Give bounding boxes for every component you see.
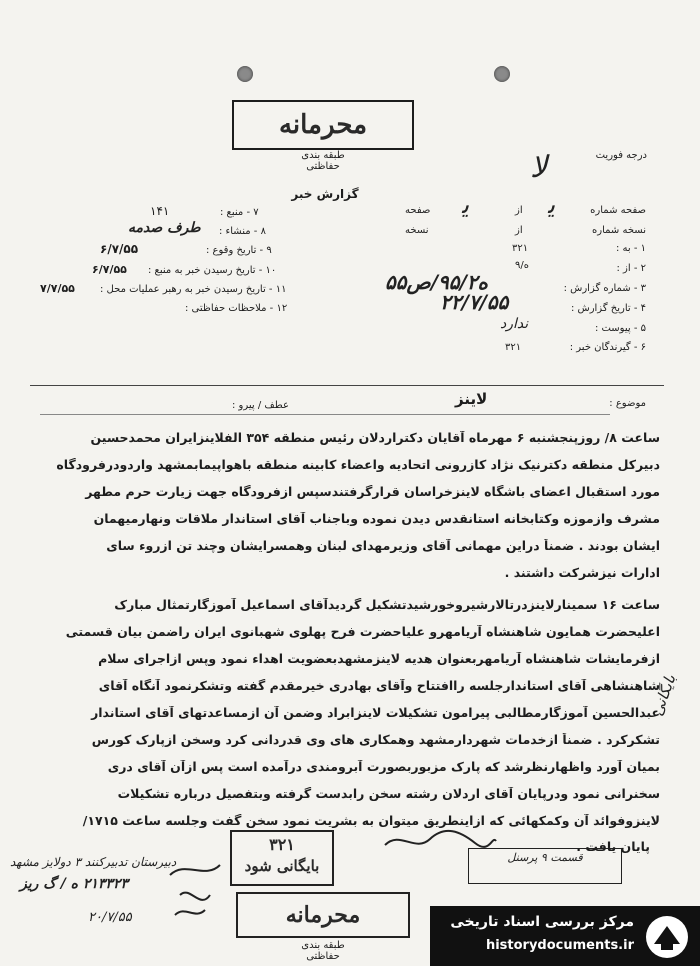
handwritten-date: ۲۰/۷/۵۵: [88, 910, 132, 925]
subject-value: لاینز: [455, 390, 488, 408]
recipients-value: ۳۲۱: [505, 342, 522, 353]
body-line: ساعت ۸/ روزپنجشنبه ۶ مهرماه آقایان دکتراردلان رئیس منطقه ۳۵۴ الفلاینزایران محمدحسین: [90, 431, 660, 445]
bottom-classification-stamp: [236, 892, 410, 938]
body-line: پایان یافت .: [576, 840, 650, 854]
urgency-label: درجه فوریت: [595, 150, 647, 161]
source-receipt-value: ۶/۷/۵۵: [92, 263, 127, 276]
copy-number-label: نسخه شماره: [592, 225, 646, 236]
report-date-label: ۴ - تاریخ گزارش :: [570, 303, 646, 314]
handwritten-note-1: دبیرستان تدبیرکنند ۳ دولایز مشهد: [10, 855, 177, 869]
origin-label: ۸ - منشاء :: [219, 226, 266, 237]
attachment-value: ندارد: [500, 316, 529, 332]
body-line: سخنرانی نمود ودرپایان آقای اردلان رشته سخن رابدست گرفته وبتفصیل درباره تشکیلات: [117, 787, 660, 801]
body-line: ایشان بودند . ضمناً دراین مهمانی آقای وزیرمهدای لبنان وهمسرایشان وچند تن ازروء سای: [106, 539, 660, 553]
bottom-classification-label: طبقه بندی حفاظتی: [301, 940, 345, 962]
page-label: صفحه: [405, 205, 431, 216]
body-line: مورد استقبال اعضای باشگاه لاینزخراسان قرارگرفتندسپس ازفرودگاه جهت زیارت حرم مطهر: [85, 485, 660, 499]
report-number-label: ۳ - شماره گزارش :: [563, 283, 646, 294]
from-label: ۲ - از :: [616, 263, 646, 274]
source-value: ۱۴۱: [150, 204, 170, 218]
recipients-label: ۶ - گیرندگان خبر :: [569, 342, 646, 353]
subject-underline: [40, 414, 610, 415]
watermark-title: مرکز بررسی اسناد تاریخی: [450, 914, 634, 930]
notes-label: ۱۲ - ملاحظات حفاظتی :: [185, 303, 288, 314]
bottom-stamp-text: محرمانه: [285, 902, 361, 928]
body-line: تشکرکرد . ضمناً ازخدمات شهردارمشهد وهمکاری های وی قدردانی کرد وسخن ازپارک کورس: [91, 733, 660, 747]
body-line: عبدالحسین آموزگارمطالبی پیرامون تشکیلات لاینزابراد وضمن آن ازمساعدتهای آقای استاندار: [91, 706, 660, 720]
hq-receipt-value: ۷/۷/۵۵: [40, 282, 75, 295]
archive-logo-icon: [644, 914, 690, 960]
top-classification-label: طبقه بندی حفاظتی: [301, 150, 345, 172]
to-value: ۳۲۱: [512, 243, 529, 254]
body-line: دبیرکل منطقه دکترنیک نژاد کازرونی اتحادیه واعضاء کابینه منطقه باهواپیمابمشهد واردودرفرودگاه: [56, 458, 660, 472]
punch-hole-right: [494, 66, 510, 82]
reference-label: عطف / پیرو :: [232, 400, 289, 411]
body-line: ساعت ۱۶ سمینارلاینزدرتالارشیروخورشیدتشکیل گردیدآقای اسماعیل آموزگارتمثال مبارک: [114, 598, 660, 612]
top-classification-stamp: [232, 100, 414, 150]
subject-label: موضوع :: [609, 398, 646, 409]
department-box-stamp: [468, 848, 622, 884]
page-number-label: صفحه شماره: [590, 205, 646, 216]
from-value: ۹/ه: [515, 260, 529, 271]
source-receipt-label: ۱۰ - تاریخ رسیدن خبر به منبع :: [148, 265, 277, 276]
body-line: اعلیحضرت همایون شاهنشاه آریامهرو علیاحضرت فرح پهلوی شهبانوی ایران راضمن بیان قسمتی: [65, 625, 660, 639]
hq-receipt-label: ۱۱ - تاریخ رسیدن خبر به رهبر عملیات محل :: [100, 284, 287, 295]
department-box-text: قسمت ۹ پرسنل: [507, 851, 583, 864]
archive-stamp: [230, 830, 334, 886]
body-line: مشرف وازموزه وکتابخانه استانقدس دیدن نموده وباجناب آقای استاندار ملاقات ونهارمیهمان: [93, 512, 660, 526]
body-line: ازفرمایشات شاهنشاه آریامهربعنوان هدیه لاینزمشهدبعضویت اهداء نمود وپس ازاجرای سلام: [98, 652, 660, 666]
top-stamp-text: محرمانه: [278, 110, 368, 140]
body-line: ادارات نیزشرکت داشتند .: [504, 566, 660, 580]
watermark-banner: [430, 906, 700, 966]
source-label: ۷ - منبع :: [220, 207, 259, 218]
body-line: شاهنشاهی آقای استاندارجلسه راافتتاح وآقای بهادری خیرمقدم گفته وتشکرنمود آنگاه آقای: [98, 679, 660, 693]
initials-scribble-icon: [160, 855, 230, 925]
archive-stamp-number: ۳۲۱: [269, 835, 295, 854]
archive-stamp-text: بایگانی شود: [244, 857, 320, 875]
copy-label: نسخه: [405, 225, 429, 236]
origin-value: طرف صدمه: [128, 220, 201, 236]
body-line: لاینزوفوائد آن وکمکهائی که ازاینطریق میتوان به بشریت نمود سخن گفت وجلسه ساعت ۱۷۱۵/: [82, 814, 660, 828]
event-date-value: ۶/۷/۵۵: [100, 242, 139, 256]
copy-of-label: از: [515, 225, 523, 236]
report-date-value: ۲۲/۷/۵۵: [440, 290, 509, 314]
punch-hole-left: [237, 66, 253, 82]
margin-note: بایگانی: [648, 672, 680, 719]
handwritten-note-2: ۲۱۳۳۲۳ ه / گ ریز: [20, 876, 128, 892]
attachment-label: ۵ - پیوست :: [594, 323, 646, 334]
report-number-value: ۵۵ه۹۵/۲/ص: [385, 270, 488, 294]
to-label: ۱ - به :: [615, 243, 646, 254]
header-separator: [30, 385, 664, 386]
body-line: بمیان آورد واظهارنظرشد که پارک مزبوربصورت آبرومندی درآمده است پس ازآن آقای دری: [107, 760, 660, 774]
urgency-mark: ﻻ: [530, 150, 548, 185]
watermark-url: historydocuments.ir: [485, 938, 634, 953]
page-of-label: از: [515, 205, 523, 216]
report-title: گزارش خبر: [291, 187, 359, 201]
page-number-value: ﻳ: [548, 190, 556, 220]
event-date-label: ۹ - تاریخ وقوع :: [206, 245, 272, 256]
page-total-value: ﻳ: [462, 190, 470, 220]
